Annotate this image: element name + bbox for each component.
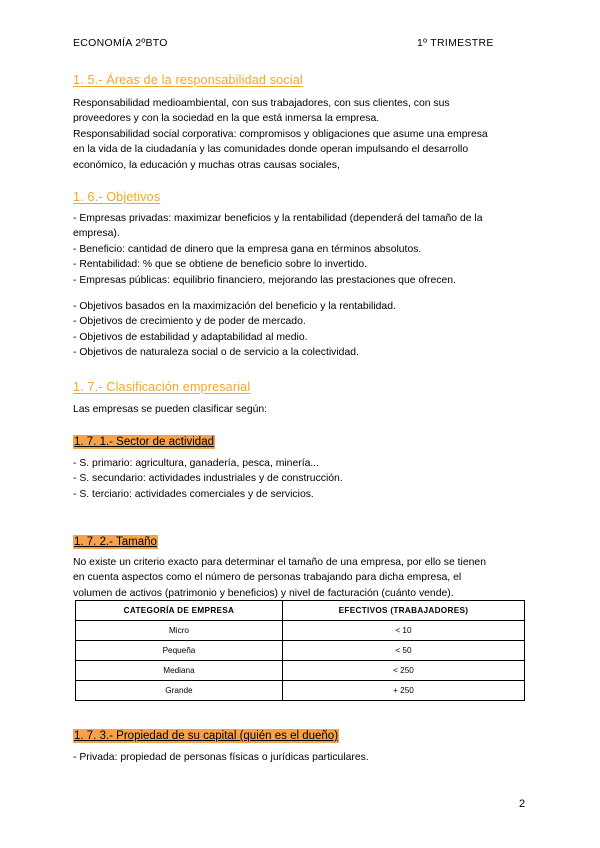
section-title-1-6: 1. 6.- Objetivos bbox=[73, 190, 161, 204]
text-line: Responsabilidad social corporativa: compromisos y obligaciones que asume una empresa bbox=[73, 128, 488, 140]
table-row bbox=[76, 641, 525, 661]
table-cell: Mediana bbox=[76, 661, 283, 681]
text-line: - S. secundario: actividades industriales y de construcción. bbox=[73, 473, 343, 485]
text-line: Responsabilidad medioambiental, con sus trabajadores, con sus clientes, con sus bbox=[73, 98, 450, 109]
text-line: proveedores y con la sociedad en la que está inmersa la empresa. bbox=[73, 113, 380, 125]
text-line: Las empresas se pueden clasificar según: bbox=[73, 404, 268, 415]
table-cell: Micro bbox=[76, 621, 283, 641]
section-title-1-7-1: 1. 7. 1.- Sector de actividad bbox=[74, 436, 214, 448]
section-body-1-5 bbox=[73, 96, 525, 173]
table-header: EFECTIVOS (TRABAJADORES) bbox=[282, 601, 524, 621]
table-row bbox=[76, 661, 525, 681]
text-line: - Objetivos basados en la maximización del beneficio y la rentabilidad. bbox=[73, 301, 396, 312]
section-title-1-7-3: 1. 7. 3.- Propiedad de su capital (quién es el dueño) bbox=[74, 730, 339, 742]
table-cell: Pequeña bbox=[76, 641, 283, 661]
text-line: volumen de activos (patrimonio y beneficios) y nivel de facturación (cuánto vende). bbox=[73, 587, 454, 599]
table-cell: < 50 bbox=[282, 641, 524, 661]
text-line: - Empresas públicas: equilibrio financiero, mejorando las prestaciones que ofrecen. bbox=[73, 274, 456, 286]
section-title-1-7-2: 1. 7. 2.- Tamaño bbox=[74, 536, 157, 548]
table-cell: + 250 bbox=[282, 681, 524, 701]
table-header-row bbox=[76, 601, 525, 621]
text-line: - Rentabilidad: % que se obtiene de beneficio sobre lo invertido. bbox=[73, 259, 368, 271]
section-body-1-6-a bbox=[73, 211, 525, 288]
text-line: económico, la educación y muchas otras causas sociales, bbox=[73, 159, 340, 171]
table-row bbox=[76, 621, 525, 641]
table-row bbox=[76, 681, 525, 701]
table-cell: < 10 bbox=[282, 621, 524, 641]
page-number: 2 bbox=[519, 798, 526, 810]
header-term: 1º TRIMESTRE bbox=[417, 37, 494, 49]
section-body-1-7-2 bbox=[73, 555, 525, 601]
text-line: - S. terciario: actividades comerciales y de servicios. bbox=[73, 488, 314, 500]
section-title-1-7: 1. 7.- Clasificación empresarial bbox=[73, 380, 251, 394]
company-size-table bbox=[75, 600, 525, 701]
text-line: - Beneficio: cantidad de dinero que la empresa gana en términos absolutos. bbox=[73, 243, 422, 255]
section-title-1-5: 1. 5.- Áreas de la responsabilidad social bbox=[73, 73, 303, 87]
table-cell: < 250 bbox=[282, 661, 524, 681]
section-body-1-6-b bbox=[73, 299, 525, 361]
text-line: - Privada: propiedad de personas físicas o jurídicas particulares. bbox=[73, 752, 369, 763]
section-body-1-7-1 bbox=[73, 456, 525, 502]
text-line: - Objetivos de naturaleza social o de servicio a la colectividad. bbox=[73, 347, 359, 359]
table-header: CATEGORÍA DE EMPRESA bbox=[76, 601, 283, 621]
text-line: - Objetivos de crecimiento y de poder de mercado. bbox=[73, 316, 306, 328]
header-subject: ECONOMÍA 2ºBTO bbox=[73, 37, 168, 49]
section-body-1-7-3 bbox=[73, 750, 525, 765]
table-cell: Grande bbox=[76, 681, 283, 701]
text-line: empresa). bbox=[73, 228, 120, 240]
text-line: - Objetivos de estabilidad y adaptabilidad al medio. bbox=[73, 331, 308, 343]
text-line: en la vida de la ciudadanía y las comunidades donde operan impulsando el desarrollo bbox=[73, 144, 469, 156]
text-line: - S. primario: agricultura, ganadería, pesca, minería... bbox=[73, 458, 320, 469]
text-line: en cuenta aspectos como el número de personas trabajando para dicha empresa, el bbox=[73, 572, 462, 584]
section-intro-1-7 bbox=[73, 402, 525, 417]
text-line: - Empresas privadas: maximizar beneficios y la rentabilidad (dependerá del tamaño de la bbox=[73, 213, 483, 224]
text-line: No existe un criterio exacto para determinar el tamaño de una empresa, por ello se tienen bbox=[73, 557, 486, 568]
